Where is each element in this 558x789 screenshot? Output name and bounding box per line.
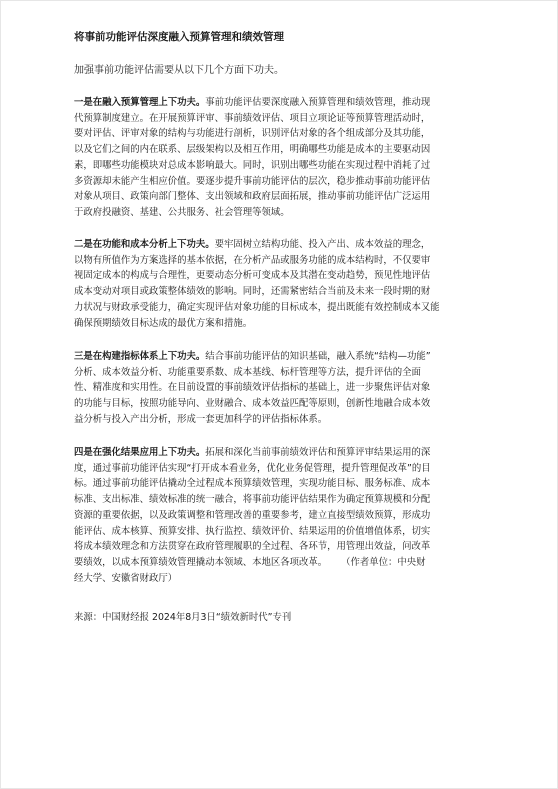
- paragraph-line: 力状况与财政承受能力，确定实现评估对象功能的目标成本，提出既能有效控制成本又能: [74, 301, 440, 313]
- intro-text: 加强事前功能评估需要从以下几个方面下功夫。: [74, 65, 284, 76]
- paragraph-line: 成本变动对项目或政策整体绩效的影响。同时，还需紧密结合当前及未来一段时期的财: [74, 286, 431, 298]
- paragraph-3-lead: 三是在构建指标体系上下功夫。: [74, 351, 206, 362]
- paragraph-line: 标准、支出标准、绩效标准的统一融合，将事前功能评估结果作为确定预算规模和分配: [74, 494, 431, 506]
- paragraph-line: 以物有所值作为方案选择的基本依据，在分析产品或服务功能的成本结构时，不仅要审: [74, 254, 431, 266]
- paragraph-line: 要绩效，以成本预算绩效管理撬动本领域、本地区各项改革。: [74, 556, 328, 568]
- paragraph-3: [74, 349, 492, 428]
- paragraph-line: 能评估、成本核算、预算安排、执行监控、绩效评价、结果运用的价值增值体系，切实: [74, 525, 431, 537]
- paragraph-2: [74, 237, 492, 331]
- paragraph-line: 对象从项目、政策向部门整体、支出领域和政府层面拓展，推动事前功能评估广泛运用: [74, 191, 431, 203]
- paragraph-line: 于政府投融资、基建、公共服务、社会管理等领域。: [74, 206, 290, 218]
- paragraph-line: 度，通过事前功能评估实现“打开成本看业务，优化业务促管理，提升管理促改革”的目: [74, 462, 431, 474]
- author-affiliation-tail: 经大学、安徽省财政厅）: [74, 572, 178, 584]
- paragraph-4: [74, 445, 492, 586]
- author-affiliation: （作者单位：中央财: [341, 556, 426, 568]
- paragraph-line: 拓展和深化当前事前绩效评估和预算评审结果运用的深: [205, 447, 431, 458]
- paragraph-line: 多资源却未能产生相应价值。要逐步提升事前功能评估的层次，稳步推动事前功能评估: [74, 175, 431, 187]
- paragraph-line: 分析、成本效益分析、功能重要系数、成本基线、标杆管理等方法，提升评估的全面: [74, 366, 421, 378]
- paragraph-line: 的功能与目标，按照功能导向、业财融合、成本效益匹配等原则，创新性地融合成本效: [74, 398, 431, 410]
- document-title: 将事前功能评估深度融入预算管理和绩效管理: [74, 31, 284, 43]
- paragraph-1-lead: 一是在融入预算管理上下功夫。: [74, 97, 206, 108]
- paragraph-line: 事前功能评估要深度融入预算管理和绩效管理，推动现: [205, 97, 431, 108]
- paragraph-line: 资源的重要依据，以及政策调整和管理改善的重要参考，建立直接型绩效预算，形成功: [74, 509, 431, 521]
- paragraph-line: 素，即哪些功能模块对总成本影响最大。同时，识别出哪些功能在实现过程中消耗了过: [74, 159, 431, 171]
- paragraph-line: 要对评估、评审对象的结构与功能进行剖析，识别评估对象的各个组成部分及其功能，: [74, 128, 431, 140]
- paragraph-line: 将成本绩效理念和方法贯穿在政府管理履职的全过程、各环节，用管理出效益，问改革: [74, 541, 431, 553]
- paragraph-line: 益分析与投入产出分析，形成一套更加科学的评估指标体系。: [74, 413, 328, 425]
- paragraph-line: 结合事前功能评估的知识基础，融入系统“结构—功能”: [205, 351, 431, 362]
- paragraph-line: 确保预期绩效目标达成的最优方案和措施。: [74, 317, 253, 329]
- paragraph-line: 要牢固树立结构功能、投入产出、成本效益的理念，: [214, 239, 431, 250]
- paragraph-line: 视固定成本的构成与合理性，更要动态分析可变成本及其潜在变动趋势，预见性地评估: [74, 270, 431, 282]
- paragraph-2-lead: 二是在功能和成本分析上下功夫。: [74, 239, 215, 250]
- paragraph-line: 代预算制度建立。在开展预算评审、事前绩效评估、项目立项论证等预算管理活动时，: [74, 112, 431, 124]
- paragraph-line: 以及它们之间的内在联系、层级架构以及相互作用，明确哪些功能是成本的主要驱动因: [74, 144, 431, 156]
- source-line: 来源：中国财经报 2024年8月3日“绩效新时代”专刊: [74, 612, 292, 623]
- paragraph-4-lead: 四是在强化结果应用上下功夫。: [74, 447, 206, 458]
- paragraph-1: [74, 95, 492, 221]
- paragraph-line: 性、精准度和实用性。在目前设置的事前绩效评估指标的基础上，进一步聚焦评估对象: [74, 382, 431, 394]
- paragraph-line: 标。通过事前功能评估撬动全过程成本预算绩效管理，实现功能目标、服务标准、成本: [74, 478, 431, 490]
